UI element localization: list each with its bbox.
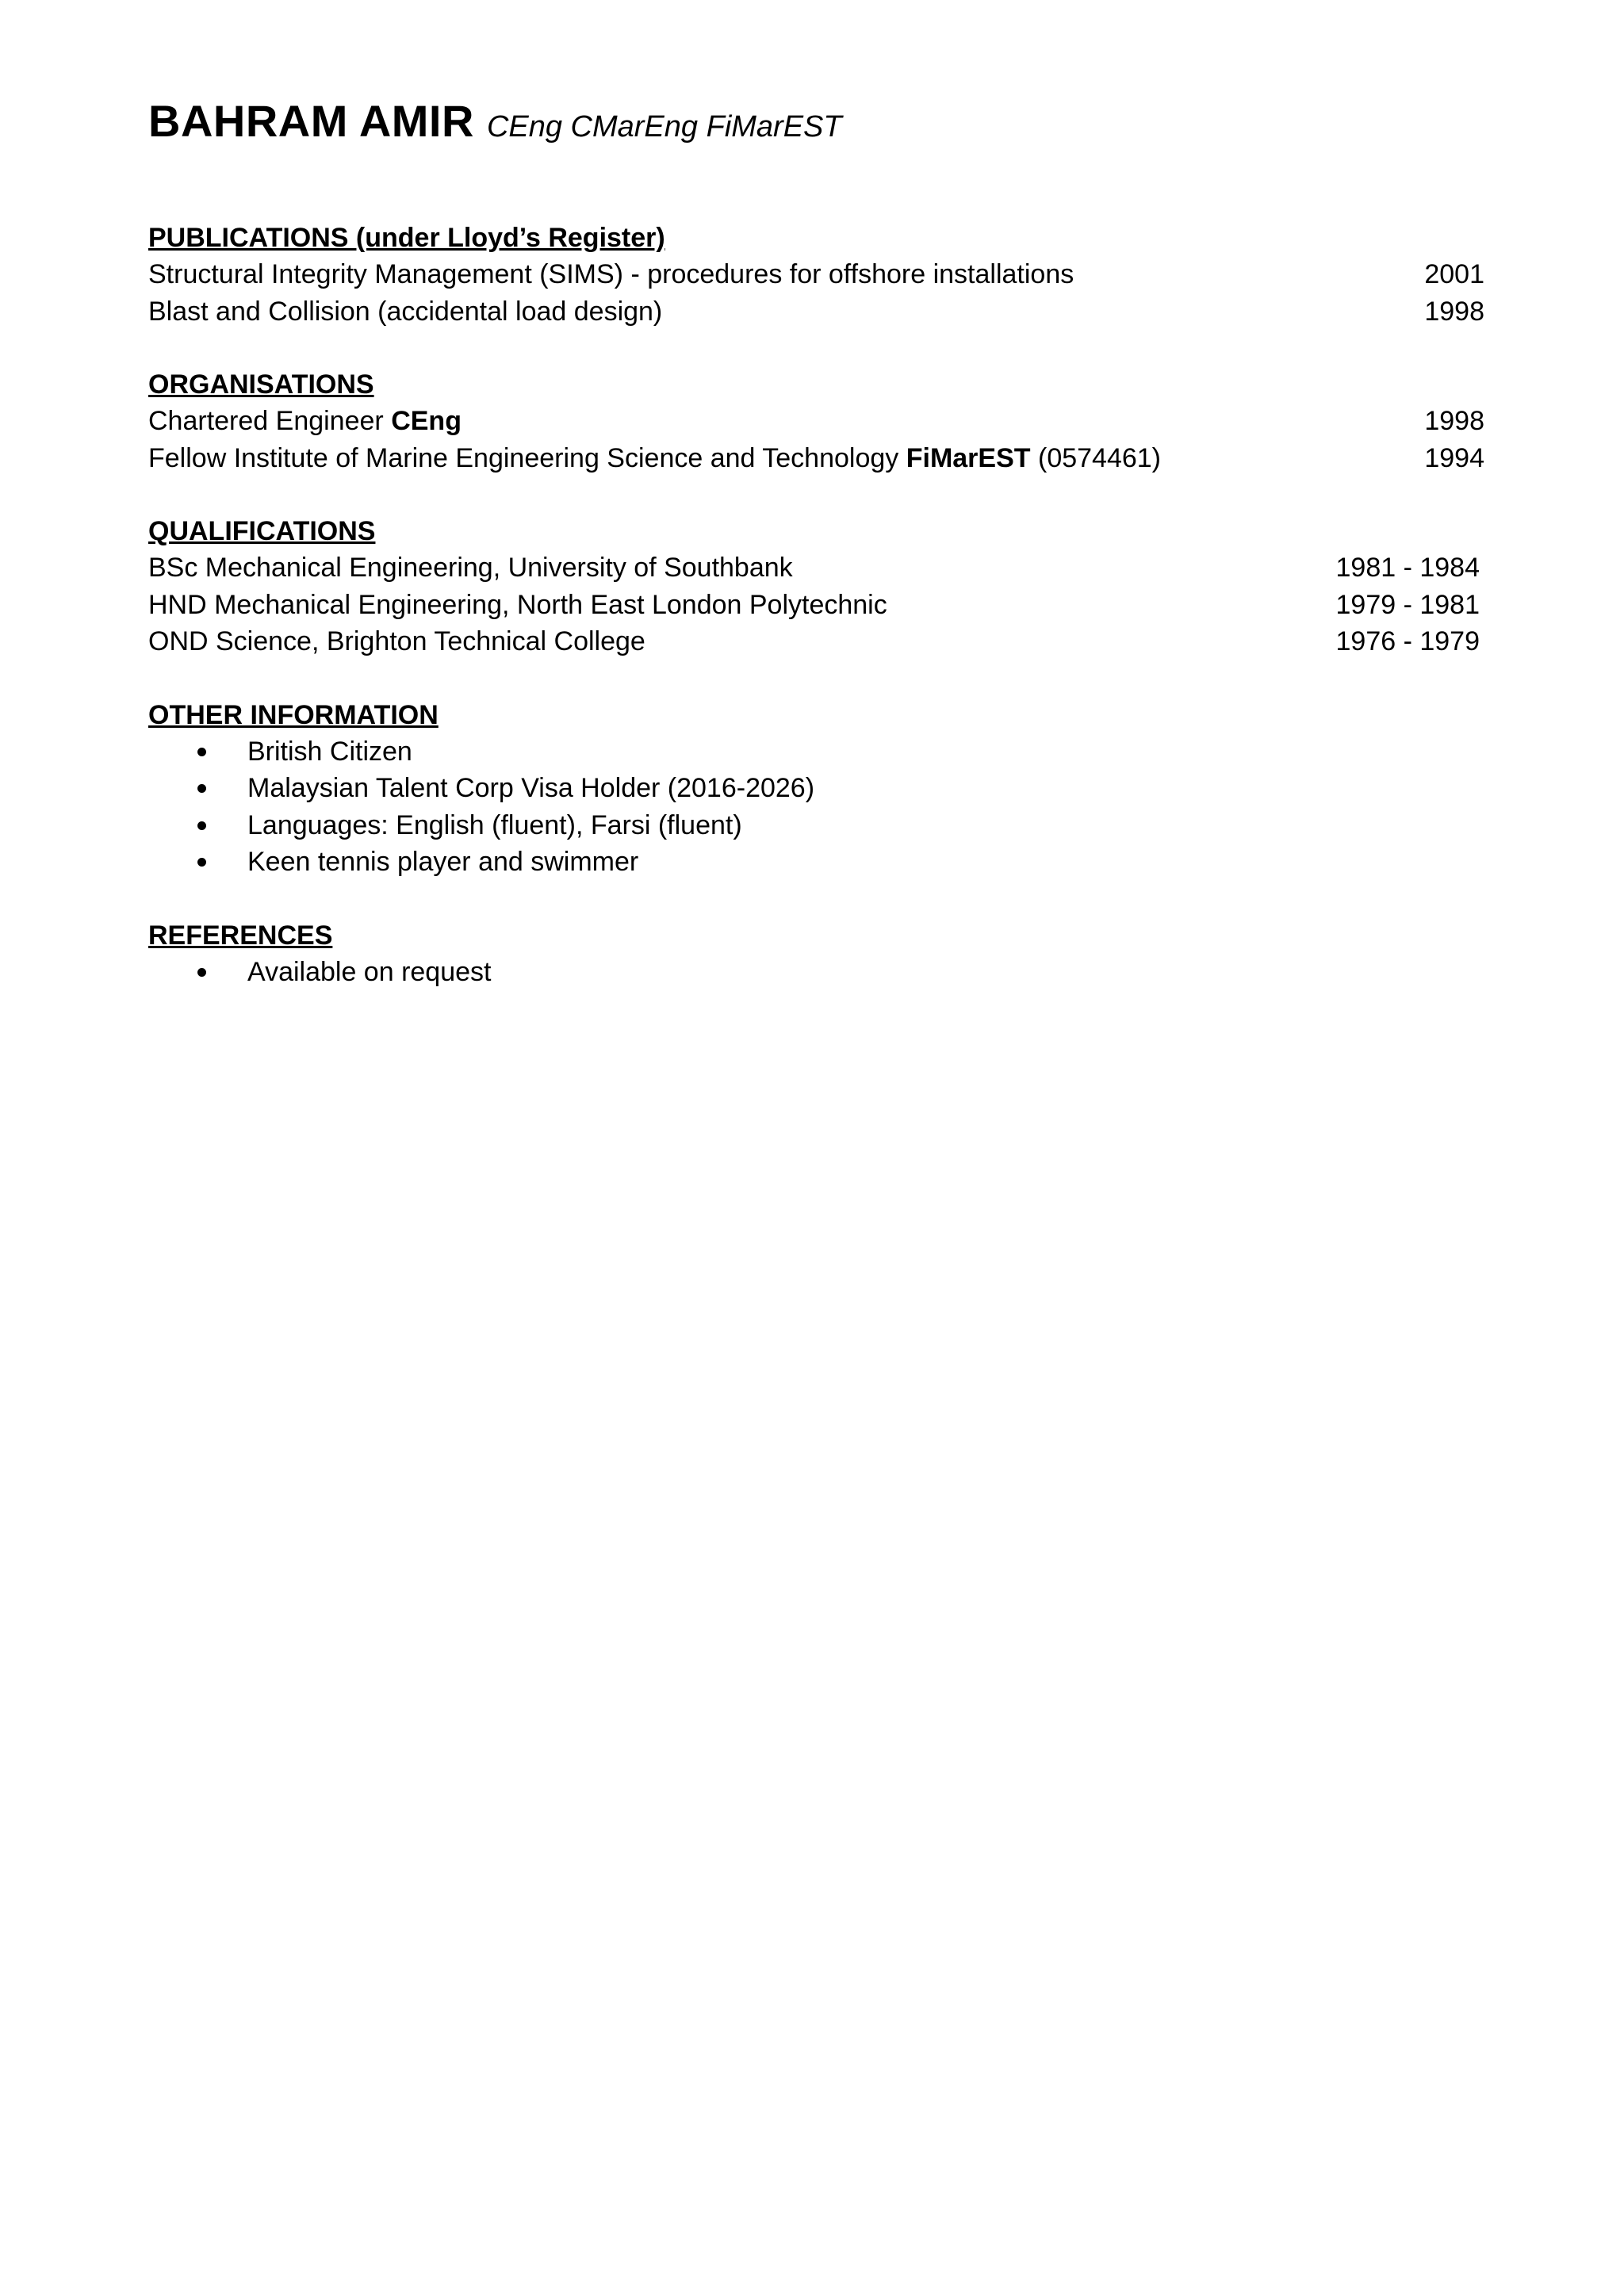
references-heading: REFERENCES — [148, 920, 333, 951]
publication-row — [148, 256, 1484, 293]
cv-page — [148, 95, 1484, 990]
organisation-year: 1998 — [1424, 406, 1484, 436]
bullet-icon — [197, 858, 206, 867]
publications-section — [148, 220, 1484, 330]
organisations-section — [148, 366, 1484, 476]
publication-year: 2001 — [1424, 259, 1484, 289]
qualification-years: 1981 - 1984 — [1335, 553, 1480, 583]
qualification-title: OND Science, Brighton Technical College — [148, 626, 645, 656]
organisation-abbrev: FiMarEST — [906, 442, 1031, 473]
list-item-text: Languages: English (fluent), Farsi (fluent) — [247, 809, 742, 840]
publication-row — [148, 293, 1484, 331]
list-item — [148, 844, 1484, 881]
candidate-name: BAHRAM AMIR — [148, 96, 474, 146]
publication-title: Structural Integrity Management (SIMS) - procedures for offshore installations — [148, 259, 1074, 289]
qualification-row — [148, 623, 1484, 660]
list-item — [148, 770, 1484, 807]
candidate-credentials: CEng CMarEng FiMarEST — [486, 110, 842, 144]
other-information-list — [148, 733, 1484, 881]
bullet-icon — [197, 784, 206, 793]
organisation-year: 1994 — [1424, 442, 1484, 473]
list-item — [148, 807, 1484, 844]
qualification-title: BSc Mechanical Engineering, University of Southbank — [148, 553, 793, 583]
list-item — [148, 954, 1484, 991]
list-item-text: Keen tennis player and swimmer — [247, 847, 639, 877]
publication-title: Blast and Collision (accidental load design) — [148, 296, 663, 327]
list-item-text: British Citizen — [247, 736, 412, 767]
list-item-text: Malaysian Talent Corp Visa Holder (2016-2026) — [247, 773, 815, 803]
qualifications-heading: QUALIFICATIONS — [148, 516, 376, 546]
list-item-text: Available on request — [247, 956, 492, 987]
qualification-title: HND Mechanical Engineering, North East London Polytechnic — [148, 589, 887, 620]
organisation-row — [148, 440, 1484, 477]
organisations-heading: ORGANISATIONS — [148, 369, 374, 400]
bullet-icon — [197, 968, 206, 977]
qualification-row — [148, 549, 1484, 587]
organisation-prefix: Chartered Engineer — [148, 406, 384, 436]
qualifications-section — [148, 513, 1484, 660]
organisation-name — [148, 440, 1161, 477]
references-section — [148, 917, 1484, 991]
publication-year: 1998 — [1424, 296, 1484, 327]
bullet-icon — [197, 821, 206, 830]
organisation-prefix: Fellow Institute of Marine Engineering Science and Technology — [148, 442, 899, 473]
organisation-abbrev: CEng — [391, 406, 462, 436]
references-list — [148, 954, 1484, 991]
cv-header — [148, 95, 1484, 147]
qualification-years: 1976 - 1979 — [1335, 626, 1480, 656]
other-information-heading: OTHER INFORMATION — [148, 699, 439, 730]
organisation-name — [148, 403, 462, 440]
publications-heading: PUBLICATIONS (under Lloyd’s Register) — [148, 223, 665, 253]
organisation-row — [148, 403, 1484, 440]
qualification-years: 1979 - 1981 — [1335, 589, 1480, 620]
organisation-suffix: (0574461) — [1038, 442, 1162, 473]
bullet-icon — [197, 748, 206, 756]
list-item — [148, 733, 1484, 771]
other-information-section — [148, 697, 1484, 881]
qualification-row — [148, 587, 1484, 624]
